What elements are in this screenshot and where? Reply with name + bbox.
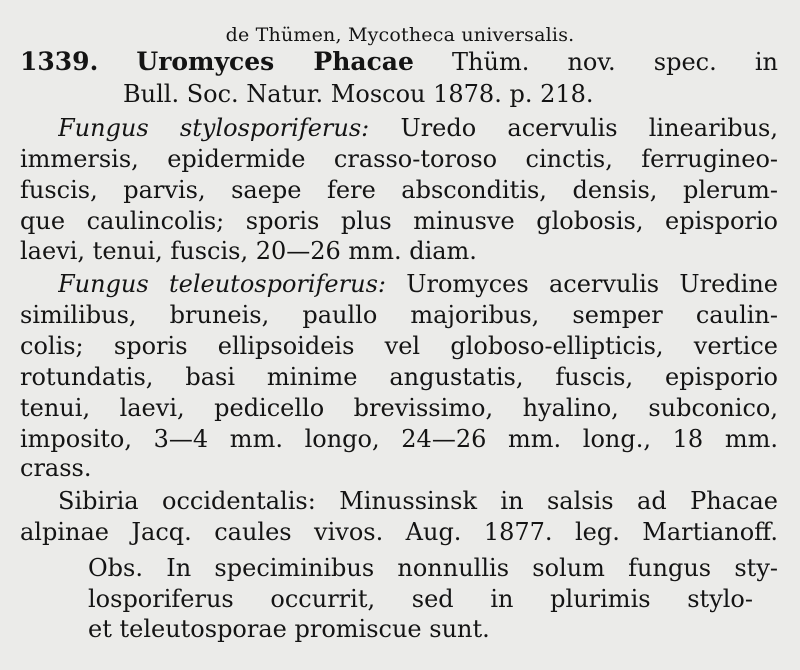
teleuto-line-3: colis; sporis ellipsoideis vel globoso-ellipticis, vertice (20, 332, 778, 360)
teleuto-line-4: rotundatis, basi minime angustatis, fuscis, episporio (20, 363, 778, 391)
teleuto-line-6: imposito, 3—4 mm. longo, 24—26 mm. long., 18 mm. (20, 425, 778, 453)
obs-line-2: losporiferus occurrit, sed in plurimis stylo- (88, 585, 753, 613)
citation-line-2: Bull. Soc. Natur. Moscou 1878. p. 218. (123, 80, 594, 108)
obs-line-3: et teleutosporae promiscue sunt. (88, 615, 490, 643)
teleuto-label: Fungus teleutosporiferus: (58, 270, 386, 298)
entry-title-line (20, 47, 778, 77)
teleuto-text-1: Uromyces acervulis Uredine (406, 270, 778, 298)
teleuto-line-2: similibus, bruneis, paullo majoribus, semper caulin- (20, 301, 778, 329)
running-header: de Thümen, Mycotheca universalis. (225, 24, 575, 46)
uredo-line-3: fuscis, parvis, saepe fere absconditis, densis, plerum- (20, 176, 778, 204)
locality-line-1: Sibiria occidentalis: Minussinsk in salsis ad Phacae (58, 487, 778, 515)
uredo-label: Fungus stylosporiferus: (58, 114, 370, 142)
uredo-line-5: laevi, tenui, fuscis, 20—26 mm. diam. (20, 237, 477, 265)
uredo-line-2: immersis, epidermide crasso-toroso cinctis, ferrugineo- (20, 145, 778, 173)
uredo-line-1 (58, 113, 778, 143)
locality-line-2: alpinae Jacq. caules vivos. Aug. 1877. leg. Martianoff. (20, 518, 778, 546)
entry-number: 1339. (20, 47, 99, 76)
uredo-text-1: Uredo acervulis linearibus, (400, 114, 778, 142)
teleuto-line-1 (58, 269, 778, 299)
teleuto-line-5: tenui, laevi, pedicello brevissimo, hyalino, subconico, (20, 394, 778, 422)
citation-part-1: Thüm. nov. spec. in (452, 48, 778, 76)
teleuto-line-7: crass. (20, 454, 92, 482)
species-name: Uromyces Phacae (136, 47, 414, 76)
obs-line-1: Obs. In speciminibus nonnullis solum fungus sty- (88, 554, 778, 582)
uredo-line-4: que caulincolis; sporis plus minusve globosis, episporio (20, 207, 778, 235)
